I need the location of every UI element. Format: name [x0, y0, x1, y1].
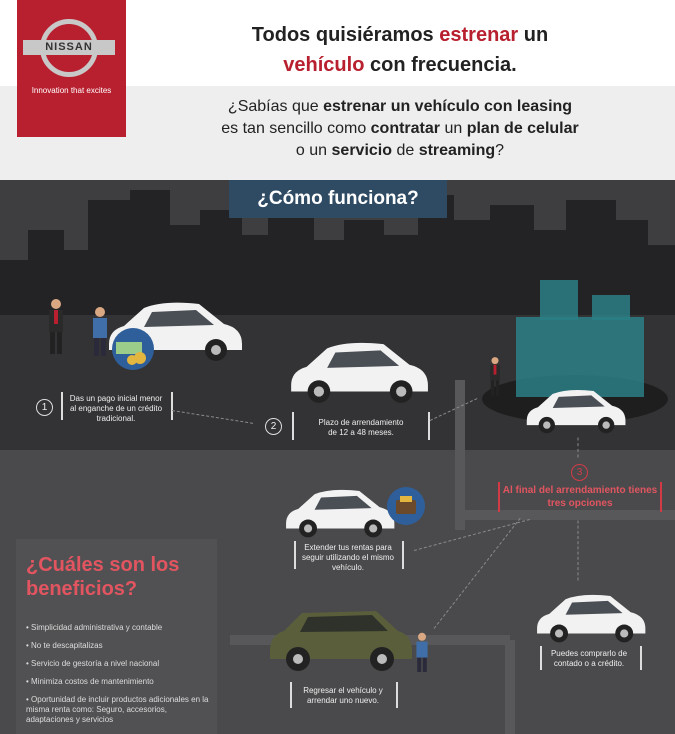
- benefit-item: • Oportunidad de incluir productos adicionales en la misma renta como: Seguro, accesorios, adaptaciones y servicios: [26, 695, 209, 724]
- benefits-panel: [16, 539, 217, 734]
- options-title: Al final del arrendamiento tienes tres opciones: [502, 485, 658, 509]
- option-extend-text: Extender tus rentas para seguir utilizando el mismo vehículo.: [301, 543, 395, 572]
- page-title: [140, 20, 660, 80]
- road: [455, 380, 465, 530]
- benefit-text: Servicio de gestoría a nivel nacional: [31, 659, 160, 668]
- step-2-text: Plazo de arrendamiento de 12 a 48 meses.: [318, 418, 404, 437]
- car-icon: [282, 487, 396, 539]
- title-highlight: vehículo: [283, 54, 365, 76]
- suv-icon: [266, 605, 414, 671]
- person-icon: [46, 298, 66, 354]
- infographic-scene: [0, 180, 675, 734]
- title-highlight: estrenar: [439, 24, 519, 46]
- subtitle-part: ¿Sabías que: [227, 98, 324, 115]
- option-return-text: Regresar el vehículo y arrendar uno nuevo.: [303, 686, 383, 705]
- benefit-item: • Servicio de gestoría a nivel nacional: [26, 659, 160, 668]
- benefits-title: ¿Cuáles son los beneficios?: [26, 554, 180, 600]
- benefit-text: No te descapitalizas: [31, 641, 103, 650]
- subtitle-part: ?: [495, 142, 505, 159]
- person-icon: [488, 356, 502, 396]
- benefit-item: • Minimiza costos de mantenimiento: [26, 677, 154, 686]
- connector-line: [578, 438, 579, 458]
- car-icon: [522, 388, 628, 434]
- title-part: Todos quisiéramos: [251, 24, 440, 46]
- building-icon: [592, 295, 630, 320]
- logo-text: NISSAN: [23, 40, 115, 55]
- step-1-text: Das un pago inicial menor al enganche de un crédito tradicional.: [69, 394, 163, 423]
- person-icon: [414, 628, 430, 676]
- subtitle-part: un: [440, 120, 467, 137]
- header: [0, 0, 675, 180]
- step-2-number: 2: [265, 418, 282, 435]
- option-buy-text: Puedes comprarlo de contado o a crédito.: [550, 649, 628, 668]
- subtitle-part: o un: [295, 142, 332, 159]
- connector-line: [434, 518, 521, 629]
- person-icon: [90, 306, 110, 356]
- subtitle-part: es tan sencillo como: [221, 120, 371, 137]
- title-part: con frecuencia.: [364, 54, 517, 76]
- subtitle-bold: servicio: [331, 142, 392, 159]
- building-icon: [516, 317, 644, 397]
- benefit-text: Simplicidad administrativa y contable: [31, 623, 163, 632]
- step-3-number: 3: [571, 464, 588, 481]
- title-part: un: [518, 24, 549, 46]
- subtitle-bold: plan de celular: [466, 120, 579, 137]
- car-icon: [286, 340, 430, 404]
- how-it-works-badge: ¿Cómo funciona?: [229, 180, 447, 218]
- subtitle-bold: estrenar un vehículo con leasing: [323, 98, 573, 115]
- building-icon: [540, 280, 578, 320]
- benefits-list: [26, 623, 216, 733]
- car-icon: [533, 592, 647, 644]
- step-1-number: 1: [36, 399, 53, 416]
- money-icon: [108, 328, 158, 370]
- subtitle-part: de: [392, 142, 419, 159]
- road: [505, 640, 515, 734]
- benefit-text: Minimiza costos de mantenimiento: [31, 677, 154, 686]
- benefit-item: • No te descapitalizas: [26, 641, 103, 650]
- connector-line: [414, 519, 530, 551]
- connector-line: [578, 521, 579, 581]
- subtitle-bold: contratar: [370, 120, 441, 137]
- subtitle-bold: streaming: [418, 142, 496, 159]
- nissan-logo: [17, 0, 126, 137]
- wallet-icon: [386, 486, 426, 526]
- benefit-item: • Simplicidad administrativa y contable: [26, 623, 163, 632]
- benefit-text: Oportunidad de incluir productos adicionales en la misma renta como: Seguro, accesorios, adaptaciones y servicios: [26, 695, 209, 724]
- page-subtitle: [140, 96, 660, 162]
- logo-tagline: Innovation that excites: [31, 86, 112, 95]
